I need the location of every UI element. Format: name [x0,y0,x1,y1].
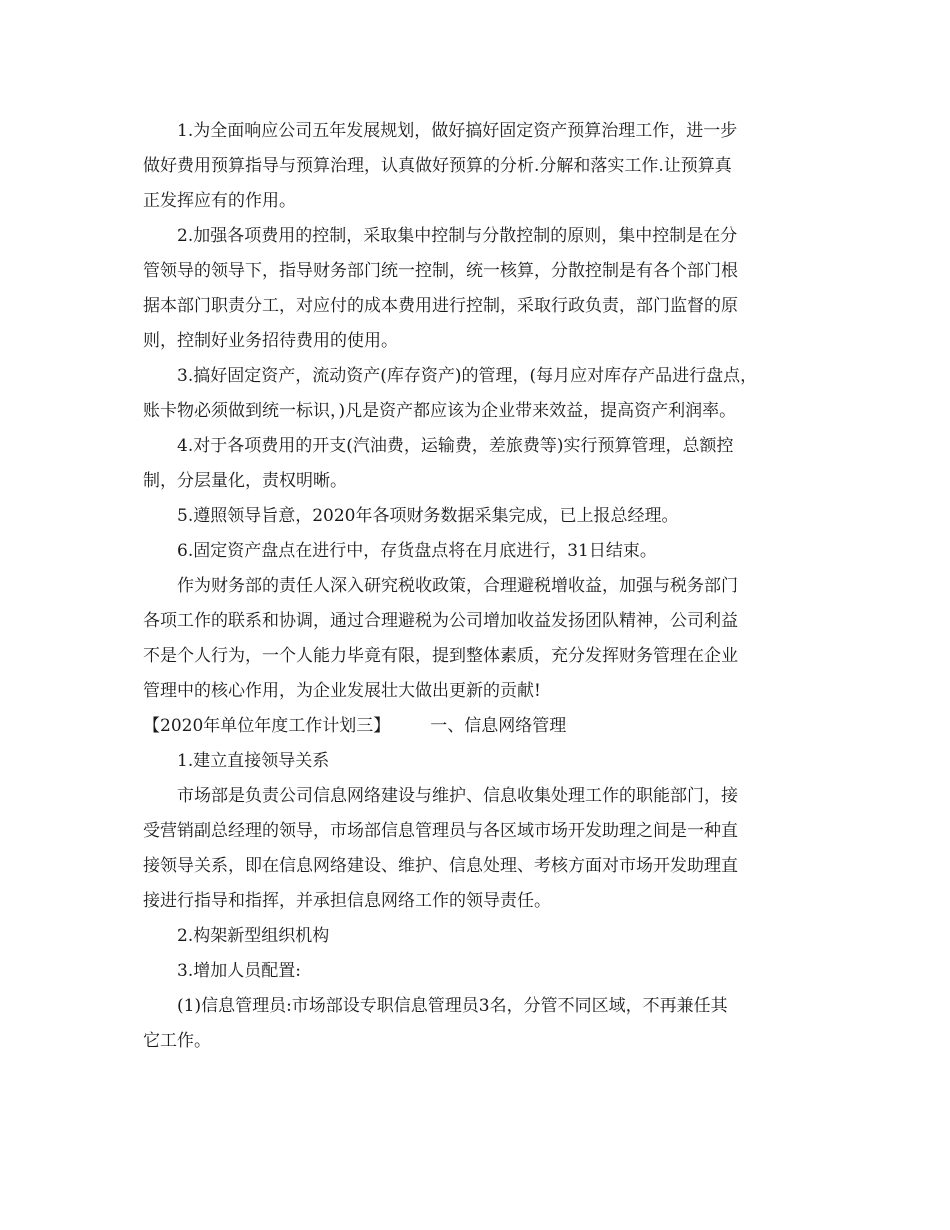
plan-heading-line [143,709,803,744]
paragraph-line: 不是个人行为，一个人能力毕竟有限，提到整体素质，充分发挥财务管理在企业 [143,646,738,666]
paragraph-line: 市场部是负责公司信息网络建设与维护、信息收集处理工作的职能部门，接 [177,786,738,806]
paragraph-line: 制，分层量化，责权明晰。 [143,471,347,491]
paragraph-line: 作为财务部的责任人深入研究税收政策，合理避税增收益，加强与税务部门 [177,576,738,596]
paragraph-line: 6.固定资产盘点在进行中，存货盘点将在月底进行，31日结束。 [177,541,657,561]
paragraph-line: 账卡物必须做到统一标识，)凡是资产都应该为企业带来效益，提高资产利润率。 [143,401,737,421]
paragraph-line: 管理中的核心作用，为企业发展壮大做出更新的贡献! [143,681,541,701]
paragraph-line: 3.增加人员配置: [177,961,301,981]
paragraph-line: 各项工作的联系和协调，通过合理避税为公司增加收益发扬团队精神，公司利益 [143,611,738,631]
paragraph-line: 则，控制好业务招待费用的使用。 [143,331,398,351]
paragraph-line: 接进行指导和指挥，并承担信息网络工作的领导责任。 [143,891,551,911]
finance-section [143,114,803,709]
paragraph-line: 4.对于各项费用的开支(汽油费，运输费，差旅费等)实行预算管理，总额控 [177,436,734,456]
document-body [143,114,803,1059]
plan-title: 【2020年单位年度工作计划三】 [143,716,391,736]
paragraph-line: 受营销副总经理的领导，市场部信息管理员与各区域市场开发助理之间是一种直 [143,821,738,841]
paragraph-line: 它工作。 [143,1031,211,1051]
paragraph-line: 3.搞好固定资产，流动资产(库存资产)的管理，(每月应对库存产品进行盘点， [177,366,758,386]
paragraph-line: 据本部门职责分工，对应付的成本费用进行控制，采取行政负责，部门监督的原 [143,296,738,316]
paragraph-line: 接领导关系，即在信息网络建设、维护、信息处理、考核方面对市场开发助理直 [143,856,738,876]
paragraph-line: 正发挥应有的作用。 [143,191,296,211]
section-title: 一、信息网络管理 [430,716,567,736]
paragraph-line: 2.加强各项费用的控制，采取集中控制与分散控制的原则，集中控制是在分 [177,226,738,246]
paragraph-line: 5.遵照领导旨意，2020年各项财务数据采集完成，已上报总经理。 [177,506,679,526]
paragraph-line: 做好费用预算指导与预算治理，认真做好预算的分析.分解和落实工作.让预算真 [143,156,732,176]
paragraph-line: 1.建立直接领导关系 [177,751,330,771]
paragraph-line: 2.构架新型组织机构 [177,926,330,946]
network-section [143,744,803,1059]
paragraph-line: 1.为全面响应公司五年发展规划，做好搞好固定资产预算治理工作，进一步 [177,121,738,141]
paragraph-line: 管领导的领导下，指导财务部门统一控制，统一核算，分散控制是有各个部门根 [143,261,738,281]
paragraph-line: (1)信息管理员:市场部设专职信息管理员3名，分管不同区域，不再兼任其 [177,996,728,1016]
